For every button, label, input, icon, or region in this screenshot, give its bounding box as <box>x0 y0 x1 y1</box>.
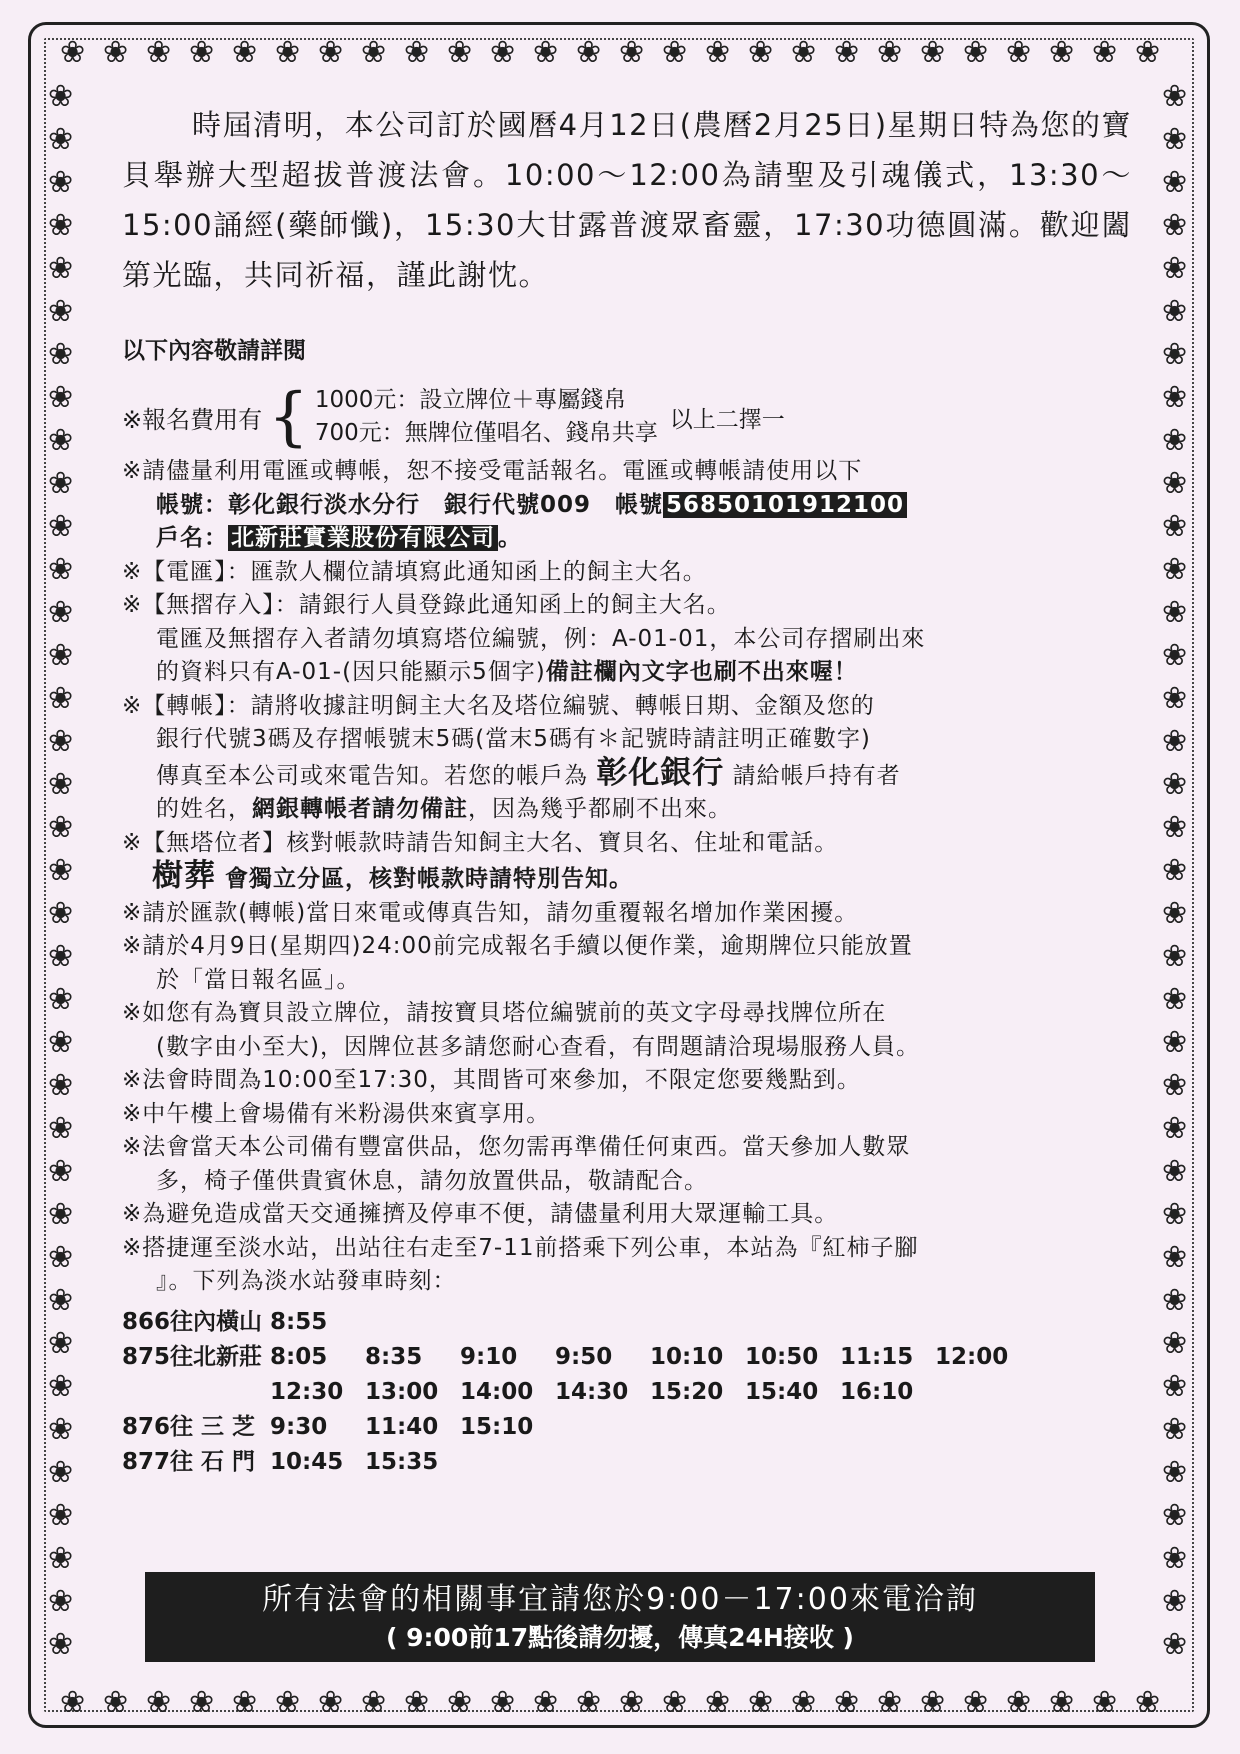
tree-burial-note: 樹葬 會獨立分區，核對帳款時請特別告知。 <box>152 858 634 894</box>
ornament-icon: ❀ <box>146 35 172 70</box>
ornament-icon: ❀ <box>1162 1240 1188 1275</box>
ornament-icon: ❀ <box>146 1685 172 1720</box>
ornament-icon: ❀ <box>1162 1197 1188 1232</box>
ornament-icon: ❀ <box>1162 552 1188 587</box>
fee-option-700: 700元：無牌位僅唱名、錢帛共享 <box>314 420 658 446</box>
contact-banner <box>145 1572 1095 1662</box>
bus-time: 9:50 <box>555 1343 613 1370</box>
ornament-icon: ❀ <box>232 35 258 70</box>
brace-glyph: { <box>268 380 309 454</box>
ornament-icon: ❀ <box>48 1584 74 1619</box>
ornament-icon: ❀ <box>705 1685 731 1720</box>
ornament-icon: ❀ <box>662 1685 688 1720</box>
ornament-icon: ❀ <box>1162 853 1188 888</box>
ornament-icon: ❀ <box>1162 1154 1188 1189</box>
note-line: ※為避免造成當天交通擁擠及停車不便，請儘量利用大眾運輸工具。 <box>122 1201 839 1227</box>
ornament-icon: ❀ <box>1006 1685 1032 1720</box>
bus-time: 11:40 <box>365 1413 439 1440</box>
bus-route-label: 876往 三 芝 <box>122 1413 256 1440</box>
notes-list <box>122 897 1132 1299</box>
ornament-icon: ❀ <box>48 767 74 802</box>
passbook-detail: 電匯及無摺存入者請勿填寫塔位編號，例：A-01-01，本公司存摺刷出來 <box>156 625 926 652</box>
ornament-icon: ❀ <box>189 1685 215 1720</box>
ornament-icon: ❀ <box>189 35 215 70</box>
ornament-icon: ❀ <box>48 638 74 673</box>
ornament-icon: ❀ <box>1162 1068 1188 1103</box>
bus-time: 15:20 <box>650 1378 724 1405</box>
ornament-icon: ❀ <box>1092 35 1118 70</box>
ornament-icon: ❀ <box>48 939 74 974</box>
ornament-icon: ❀ <box>1162 1283 1188 1318</box>
notice-body <box>122 100 1132 1480</box>
bus-time: 10:45 <box>270 1448 344 1475</box>
ornament-icon: ❀ <box>48 1111 74 1146</box>
note-line: ※中午樓上會場備有米粉湯供來賓享用。 <box>122 1100 551 1127</box>
transfer-note-2: 銀行代號3碼及存摺帳號末5碼(當末5碼有＊記號時請註明正確數字) <box>156 726 871 752</box>
ornament-icon: ❀ <box>1162 1498 1188 1533</box>
ornament-icon: ❀ <box>318 1685 344 1720</box>
ornament-icon: ❀ <box>1162 466 1188 501</box>
ornament-icon: ❀ <box>1162 1111 1188 1146</box>
ornament-icon: ❀ <box>1162 509 1188 544</box>
ornament-icon: ❀ <box>834 35 860 70</box>
ornament-icon: ❀ <box>447 1685 473 1720</box>
ornament-icon: ❀ <box>1162 767 1188 802</box>
note-line: 於「當日報名區」。 <box>156 966 361 993</box>
ornament-icon: ❀ <box>1135 35 1161 70</box>
ornament-icon: ❀ <box>275 35 301 70</box>
ornament-icon: ❀ <box>48 251 74 286</box>
fee-choice-note: 以上二擇一 <box>669 406 785 433</box>
ornament-icon: ❀ <box>1162 724 1188 759</box>
account-holder-line: 戶名： 北新莊實業股份有限公司 。 <box>156 525 522 551</box>
ornament-icon: ❀ <box>232 1685 258 1720</box>
ornament-icon: ❀ <box>48 423 74 458</box>
ornament-icon: ❀ <box>48 1197 74 1232</box>
contact-fax-note: ( 9:00前17點後請勿擾，傳真24H接收 ) <box>386 1623 854 1652</box>
ornament-icon: ❀ <box>1162 79 1188 114</box>
ornament-icon: ❀ <box>48 509 74 544</box>
ornament-icon: ❀ <box>1162 208 1188 243</box>
bus-time: 13:00 <box>365 1378 439 1405</box>
transfer-note-4: 的姓名，網銀轉帳者請勿備註，因為幾乎都刷不出來。 <box>156 796 732 822</box>
ornament-icon: ❀ <box>1162 810 1188 845</box>
ornament-icon: ❀ <box>48 1412 74 1447</box>
bus-time: 15:35 <box>365 1448 439 1475</box>
ornament-icon: ❀ <box>619 1685 645 1720</box>
ornament-icon: ❀ <box>48 1154 74 1189</box>
ornament-icon: ❀ <box>533 1685 559 1720</box>
ornament-icon: ❀ <box>877 35 903 70</box>
ornament-icon: ❀ <box>275 1685 301 1720</box>
bus-route-label: 875往北新莊 <box>122 1343 263 1370</box>
ornament-icon: ❀ <box>834 1685 860 1720</box>
ornament-icon: ❀ <box>1162 1627 1188 1662</box>
ornament-icon: ❀ <box>48 982 74 1017</box>
bus-time: 14:00 <box>460 1378 534 1405</box>
fee-options <box>122 379 1132 455</box>
note-line: ※法會時間為10:00至17:30，其間皆可來參加，不限定您要幾點到。 <box>122 1067 861 1093</box>
ornament-icon: ❀ <box>1162 122 1188 157</box>
bus-time: 12:30 <box>270 1378 344 1405</box>
ornament-icon: ❀ <box>318 35 344 70</box>
ornament-icon: ❀ <box>1092 1685 1118 1720</box>
bus-time: 8:05 <box>270 1343 328 1370</box>
ornament-icon: ❀ <box>662 35 688 70</box>
bus-time: 8:55 <box>270 1308 328 1335</box>
bus-time: 8:35 <box>365 1343 423 1370</box>
note-line: ※請於4月9日(星期四)24:00前完成報名手續以便作業，逾期牌位只能放置 <box>122 933 913 959</box>
fee-option-1000: 1000元：設立牌位＋專屬錢帛 <box>314 387 627 413</box>
bus-time: 14:30 <box>555 1378 629 1405</box>
note-line: 多，椅子僅供貴賓休息，請勿放置供品，敬請配合。 <box>156 1167 708 1194</box>
ornament-icon: ❀ <box>48 1326 74 1361</box>
bus-route <box>122 1305 1132 1340</box>
ornament-icon: ❀ <box>1162 1541 1188 1576</box>
ornament-icon: ❀ <box>748 35 774 70</box>
ornament-icon: ❀ <box>48 724 74 759</box>
ornament-icon: ❀ <box>1162 681 1188 716</box>
ornament-icon: ❀ <box>103 35 129 70</box>
ornament-icon: ❀ <box>1162 251 1188 286</box>
ornament-icon: ❀ <box>576 1685 602 1720</box>
ornament-icon: ❀ <box>48 79 74 114</box>
ornament-icon: ❀ <box>1162 982 1188 1017</box>
ornament-icon: ❀ <box>1162 380 1188 415</box>
ornament-icon: ❀ <box>361 35 387 70</box>
ornament-icon: ❀ <box>48 1498 74 1533</box>
transfer-note-3: 傳真至本公司或來電告知。若您的帳戶為 彰化銀行 請給帳戶持有者 <box>156 754 901 791</box>
ornament-icon: ❀ <box>705 35 731 70</box>
ornament-icon: ❀ <box>920 1685 946 1720</box>
ornament-icon: ❀ <box>1162 1412 1188 1447</box>
bus-time: 10:10 <box>650 1343 724 1370</box>
ornament-icon: ❀ <box>1162 1584 1188 1619</box>
ornament-icon: ❀ <box>48 810 74 845</box>
note-line: 』。下列為淡水站發車時刻： <box>156 1268 457 1294</box>
ornament-icon: ❀ <box>1162 1455 1188 1490</box>
passbook-note: ※【無摺存入】：請銀行人員登錄此通知函上的飼主大名。 <box>122 592 731 618</box>
ornament-icon: ❀ <box>576 35 602 70</box>
bus-route <box>122 1340 1132 1410</box>
account-holder-name: 北新莊實業股份有限公司 <box>228 525 498 551</box>
ornament-icon: ❀ <box>60 35 86 70</box>
bus-time: 9:30 <box>270 1413 328 1440</box>
bus-route-label: 877往 石 門 <box>122 1448 256 1475</box>
ornament-icon: ❀ <box>1049 35 1075 70</box>
ornament-icon: ❀ <box>963 35 989 70</box>
ornament-icon: ❀ <box>1162 1025 1188 1060</box>
ornament-icon: ❀ <box>48 208 74 243</box>
ornament-icon: ❀ <box>48 1283 74 1318</box>
ornament-icon: ❀ <box>48 1240 74 1275</box>
ornament-icon: ❀ <box>48 294 74 329</box>
bus-time: 15:10 <box>460 1413 534 1440</box>
bus-route-label: 866往內橫山 <box>122 1308 263 1335</box>
bus-time: 16:10 <box>840 1378 914 1405</box>
details-heading: 以下內容敬請詳閱 <box>122 338 306 364</box>
ornament-icon: ❀ <box>48 165 74 200</box>
ornament-icon: ❀ <box>60 1685 86 1720</box>
ornament-icon: ❀ <box>533 35 559 70</box>
ornament-icon: ❀ <box>48 552 74 587</box>
wire-note: ※【電匯】：匯款人欄位請填寫此通知函上的飼主大名。 <box>122 558 707 585</box>
bus-time: 15:40 <box>745 1378 819 1405</box>
ornament-icon: ❀ <box>1162 896 1188 931</box>
ornament-icon: ❀ <box>48 1455 74 1490</box>
ornament-icon: ❀ <box>619 35 645 70</box>
note-line: ※如您有為寶貝設立牌位，請按寶貝塔位編號前的英文字母尋找牌位所在 <box>122 1000 887 1026</box>
bank-name-emphasis: 彰化銀行 <box>596 754 725 791</box>
ornament-icon: ❀ <box>1162 294 1188 329</box>
ornament-icon: ❀ <box>791 35 817 70</box>
intro-paragraph: 時屆清明，本公司訂於國曆4月12日(農曆2月25日)星期日特為您的寶貝舉辦大型超拔普渡法會。10:00～12:00為請聖及引魂儀式，13:30～15:00誦經(藥師懺)，15:30大甘露普渡眾畜靈，17:30功德圓滿。歡迎闔第光臨，共同祈福，謹此謝忱。 <box>122 108 1132 292</box>
ornament-icon: ❀ <box>1162 638 1188 673</box>
ornament-icon: ❀ <box>748 1685 774 1720</box>
ornament-icon: ❀ <box>1162 595 1188 630</box>
bus-schedule <box>122 1305 1132 1480</box>
ornament-icon: ❀ <box>1049 1685 1075 1720</box>
bus-route <box>122 1410 1132 1445</box>
ornament-icon: ❀ <box>103 1685 129 1720</box>
bus-time: 9:10 <box>460 1343 518 1370</box>
ornament-icon: ❀ <box>48 1627 74 1662</box>
transfer-note: ※【轉帳】：請將收據註明飼主大名及塔位編號、轉帳日期、金額及您的 <box>122 692 875 719</box>
ornament-icon: ❀ <box>1162 1326 1188 1361</box>
ornament-icon: ❀ <box>1135 1685 1161 1720</box>
ornament-icon: ❀ <box>361 1685 387 1720</box>
bus-time: 11:15 <box>840 1343 914 1370</box>
ornament-icon: ❀ <box>48 853 74 888</box>
ornament-icon: ❀ <box>1162 165 1188 200</box>
ornament-icon: ❀ <box>877 1685 903 1720</box>
ornament-icon: ❀ <box>48 595 74 630</box>
ornament-icon: ❀ <box>1162 939 1188 974</box>
ornament-icon: ❀ <box>48 337 74 372</box>
ornament-icon: ❀ <box>791 1685 817 1720</box>
contact-hours: 所有法會的相關事宜請您於9:00－17:00來電洽詢 <box>262 1582 978 1617</box>
bus-route <box>122 1445 1132 1480</box>
fee-label: ※報名費用有 <box>122 405 263 434</box>
ornament-icon: ❀ <box>1162 1369 1188 1404</box>
account-number: 56850101912100 <box>663 492 907 518</box>
ornament-icon: ❀ <box>48 1068 74 1103</box>
ornament-icon: ❀ <box>48 380 74 415</box>
transfer-instruction: ※請儘量利用電匯或轉帳，恕不接受電話報名。電匯或轉帳請使用以下 <box>122 458 863 484</box>
bus-time: 10:50 <box>745 1343 819 1370</box>
ornament-icon: ❀ <box>447 35 473 70</box>
note-line: ※搭捷運至淡水站，出站往右走至7-11前搭乘下列公車，本站為『紅柿子腳 <box>122 1234 919 1261</box>
ornament-icon: ❀ <box>48 1025 74 1060</box>
ornament-icon: ❀ <box>404 1685 430 1720</box>
ornament-icon: ❀ <box>490 35 516 70</box>
ornament-icon: ❀ <box>48 466 74 501</box>
ornament-icon: ❀ <box>1162 337 1188 372</box>
ornament-icon: ❀ <box>48 681 74 716</box>
ornament-icon: ❀ <box>48 1541 74 1576</box>
ornament-icon: ❀ <box>404 35 430 70</box>
ornament-icon: ❀ <box>1162 423 1188 458</box>
note-line: ※法會當天本公司備有豐富供品，您勿需再準備任何東西。當天參加人數眾 <box>122 1134 911 1160</box>
ornament-icon: ❀ <box>920 35 946 70</box>
note-line: (數字由小至大)，因牌位甚多請您耐心查看，有問題請洽現場服務人員。 <box>156 1033 920 1060</box>
ornament-icon: ❀ <box>490 1685 516 1720</box>
passbook-detail-2: 的資料只有A-01-(因只能顯示5個字)備註欄內文字也刷不出來喔！ <box>156 659 858 685</box>
ornament-icon: ❀ <box>48 1369 74 1404</box>
ornament-icon: ❀ <box>1006 35 1032 70</box>
bank-account-line: 帳號：彰化銀行淡水分行 銀行代號009 帳號 56850101912100 <box>122 489 1132 523</box>
bus-time: 12:00 <box>935 1343 1009 1370</box>
no-tower-note: ※【無塔位者】核對帳款時請告知飼主大名、寶貝名、住址和電話。 <box>122 829 839 856</box>
ornament-icon: ❀ <box>963 1685 989 1720</box>
ornament-icon: ❀ <box>48 122 74 157</box>
ornament-icon: ❀ <box>48 896 74 931</box>
note-line: ※請於匯款(轉帳)當日來電或傳真告知，請勿重覆報名增加作業困擾。 <box>122 899 859 926</box>
